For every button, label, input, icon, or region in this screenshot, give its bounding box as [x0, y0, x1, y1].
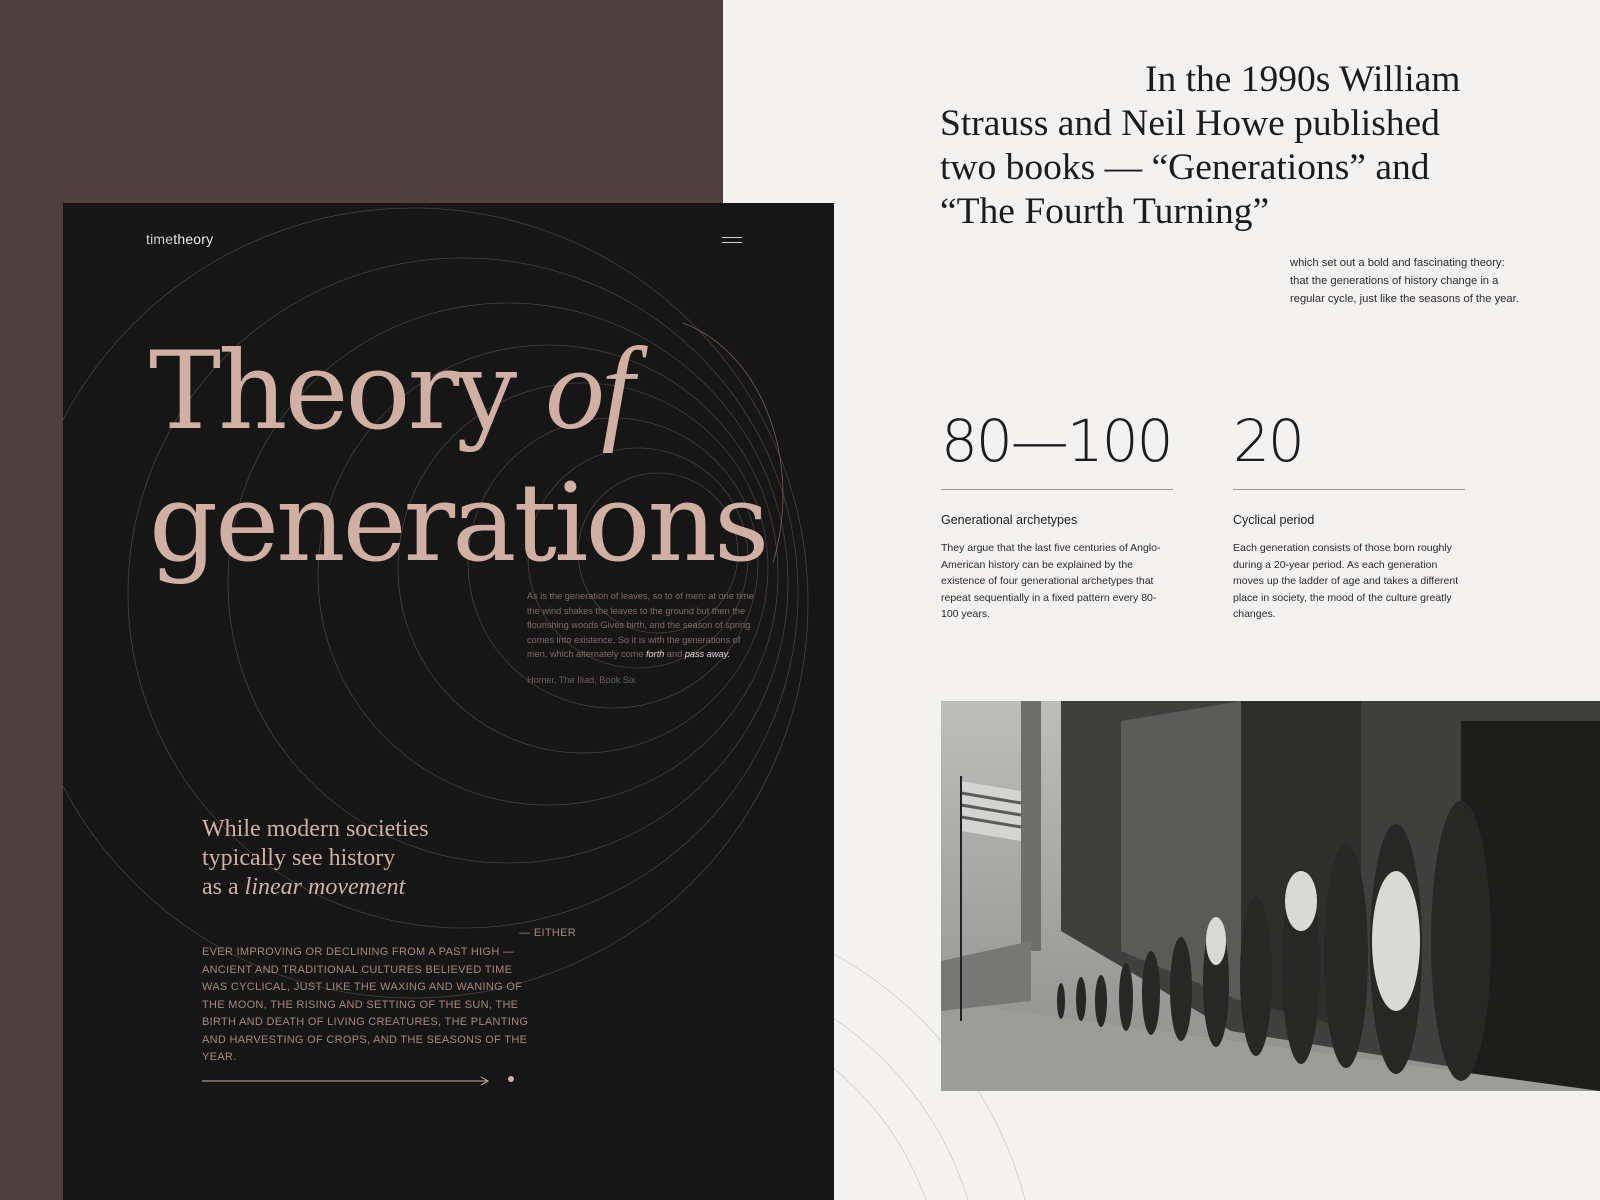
intro-subtext: which set out a bold and fascinating theory: that the generations of history change in a regular cycle, just like the seasons of the year.	[1290, 257, 1519, 306]
caps-paragraph: EVER IMPROVING OR DECLINING FROM A PAST HIGH — ANCIENT AND TRADITIONAL CULTURES BELIEVED TIME WAS CYCLICAL, JUST LIKE THE WAXING AND WANING OF THE MOON, THE RISING AND SETTING OF THE SUN, THE BIRTH AND DEATH OF LIVING CREATURES, THE PLANTING AND HARVESTING OF CROPS, AND THE SEASONS OF THE YEAR.	[202, 946, 529, 1063]
lead-italic: linear movement	[244, 874, 406, 900]
stat-number: 80—100	[941, 407, 1172, 475]
next-arrow-icon[interactable]	[202, 1075, 512, 1087]
stat-archetypes	[941, 408, 1173, 623]
stat-text: They argue that the last five centuries of Anglo-American history can be explained by the existence of four generational archetypes that repeat sequentially in a fixed pattern every 80-100 years.	[941, 542, 1161, 621]
photo-illustration	[941, 701, 1600, 1091]
intro-heading-line3: two books — “Generations” and	[940, 147, 1430, 188]
logo[interactable]	[146, 231, 213, 247]
stat-number: 20	[1233, 407, 1303, 475]
logo-light: time	[146, 231, 174, 247]
lead-heading	[202, 815, 482, 902]
stat-divider	[1233, 489, 1465, 490]
intro-heading-line4: “The Fourth Turning”	[940, 191, 1270, 232]
hero-title-line1: Theory	[149, 329, 546, 454]
hero-title	[149, 323, 766, 590]
quote-text: As is the generation of leaves, so to of men: at one time the wind shakes the leaves to the ground but then the flourishing woods Gives birth, and the season of spring comes into existence. So it is with the generations of men, which alternately come	[527, 591, 754, 659]
stat-cyclical-period	[1233, 408, 1465, 623]
intro-heading	[940, 58, 1480, 234]
intro-heading-line2: Strauss and Neil Howe published	[940, 103, 1440, 144]
hamburger-menu-icon[interactable]	[722, 235, 742, 245]
lead-line2: typically see history	[202, 845, 396, 871]
quote-forth: forth	[645, 649, 665, 659]
homer-quote	[527, 589, 757, 662]
either-label: — EITHER	[519, 927, 576, 939]
logo-bold: theory	[173, 231, 214, 247]
pager-dot[interactable]	[508, 1076, 514, 1082]
historic-photo	[941, 701, 1600, 1091]
quote-source: Homer, The Iliad, Book Six	[527, 675, 636, 685]
quote-and: and	[664, 649, 685, 659]
hero-card	[63, 203, 834, 1200]
hero-title-italic: of	[545, 323, 632, 454]
stat-text: Each generation consists of those born roughly during a 20-year period. As each generation moves up the ladder of age and takes a different place in society, the mood of the culture greatly changes.	[1233, 542, 1459, 621]
lead-line3: as a	[202, 874, 245, 900]
intro-heading-line1: In the 1990s William	[1145, 59, 1461, 100]
stat-divider	[941, 489, 1173, 490]
quote-pass-away: pass away.	[684, 649, 731, 659]
stat-label: Cyclical period	[1233, 513, 1315, 527]
hero-title-line2: generations	[149, 461, 767, 586]
lead-line1: While modern societies	[202, 816, 429, 842]
stat-label: Generational archetypes	[941, 513, 1078, 527]
